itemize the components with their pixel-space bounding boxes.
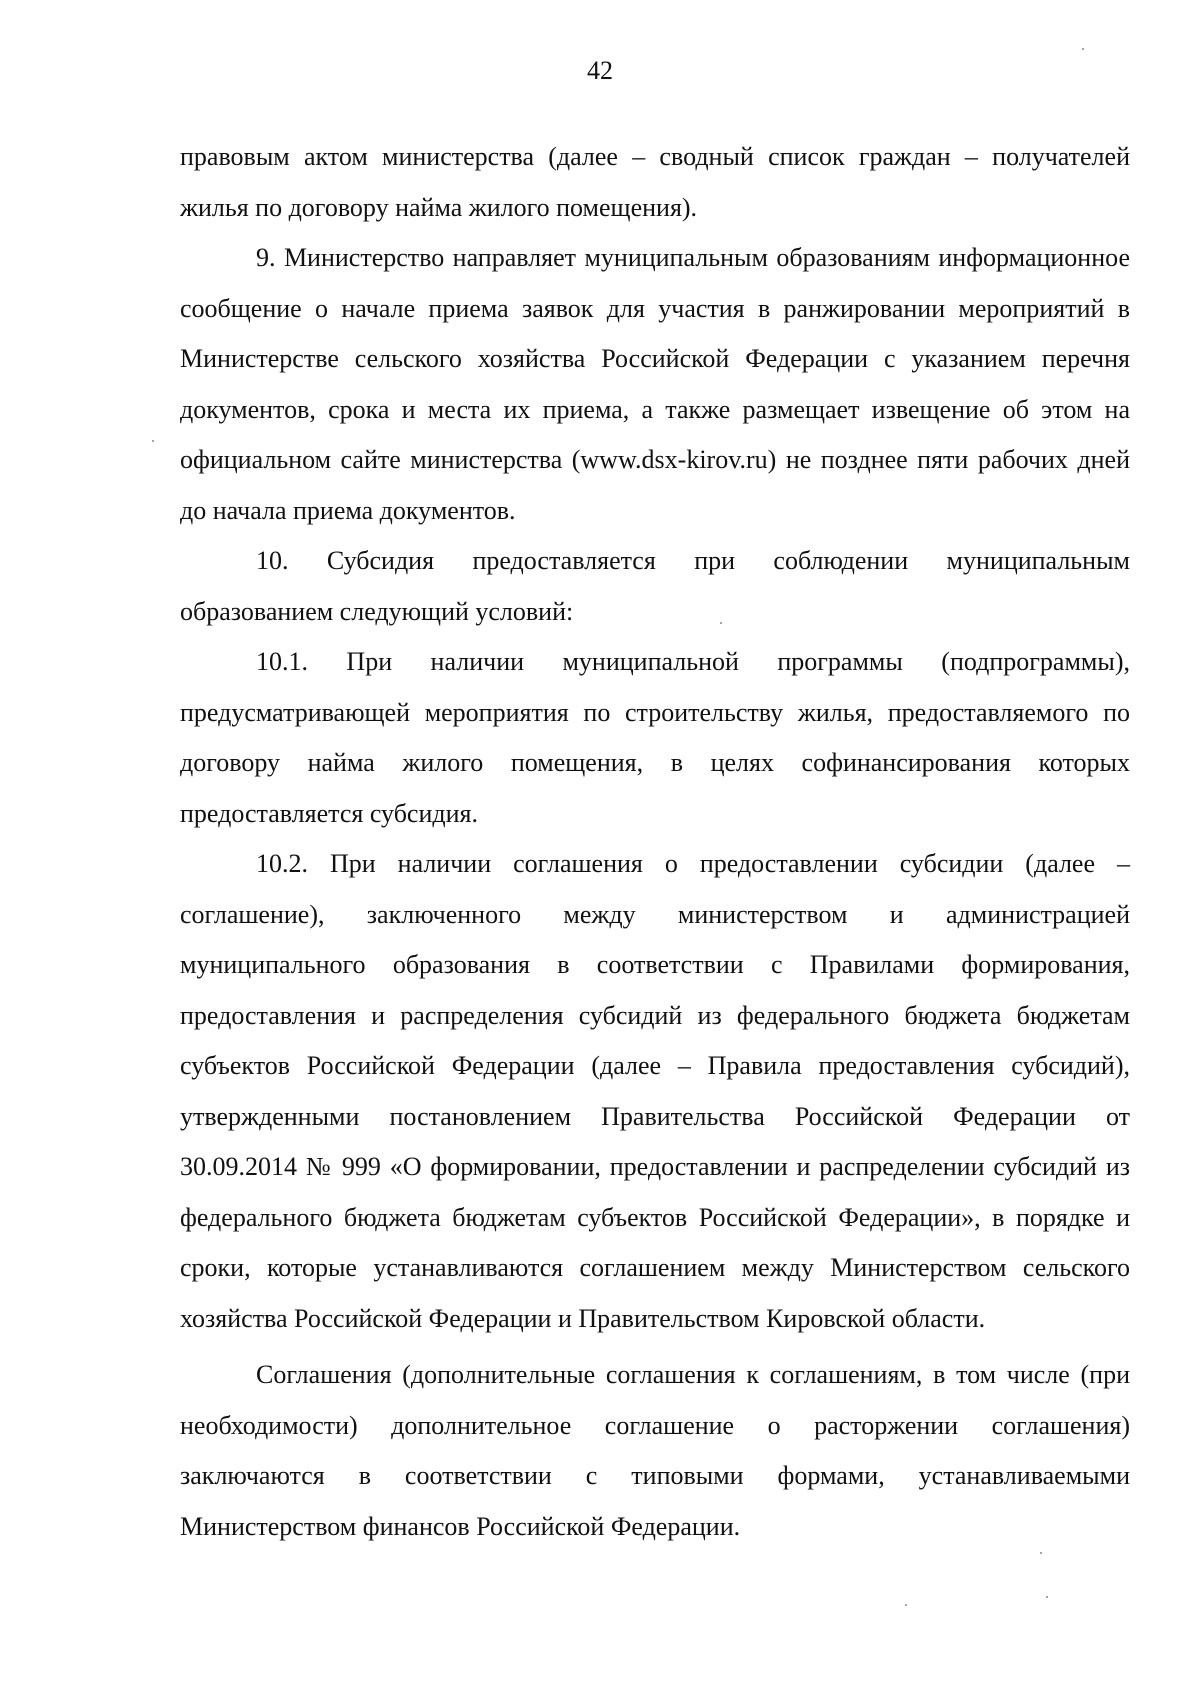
scan-speck xyxy=(1040,1552,1042,1554)
paragraph-agreements: Соглашения (дополнительные соглашения к соглашениям, в том числе (при необходимости) дополнительное соглашение о расторжении соглашения) заключаются в соответствии с типовыми формами, устанавливаемыми Министерством финансов Российской Федерации. xyxy=(180,1360,1130,1541)
paragraph-continuation: правовым актом министерства (далее – сводный список граждан – получателей жилья по договору найма жилого помещения). xyxy=(180,142,1130,222)
paragraph-9: 9. Министерство направляет муниципальным образованиям информационное сообщение о начале приема заявок для участия в ранжировании мероприятий в Министерстве сельского хозяйства Российской Федерации с указанием перечня документов, срока и места их приема, а также размещает извещение об этом на официальном сайте министерства (www.dsx-kirov.ru) не позднее пяти рабочих дней до начала приема документов. xyxy=(180,243,1130,525)
paragraph-10-1: 10.1. При наличии муниципальной программы (подпрограммы), предусматривающей мероприятия по строительству жилья, предоставляемого по договору найма жилого помещения, в целях софинансирования которых предоставляется субсидия. xyxy=(180,647,1130,828)
document-body xyxy=(180,132,1130,1552)
scan-speck xyxy=(152,440,154,442)
scan-speck xyxy=(905,1604,907,1606)
scan-speck xyxy=(1046,1596,1048,1598)
scan-speck xyxy=(720,622,722,624)
paragraph-10: 10. Субсидия предоставляется при соблюдении муниципальным образованием следующий условий: xyxy=(180,546,1130,626)
scan-speck xyxy=(1082,48,1084,50)
paragraph-10-2: 10.2. При наличии соглашения о предоставлении субсидии (далее – соглашение), заключенного между министерством и администрацией муниципального образования в соответствии с Правилами формирования, предоставления и распределения субсидий из федерального бюджета бюджетам субъектов Российской Федерации (далее – Правила предоставления субсидий), утвержденными постановлением Правительства Российской Федерации от 30.09.2014 № 999 «О формировании, предоставлении и распределении субсидий из федерального бюджета бюджетам субъектов Российской Федерации», в порядке и сроки, которые устанавливаются соглашением между Министерством сельского хозяйства Российской Федерации и Правительством Кировской области. xyxy=(180,849,1130,1333)
page-number: 42 xyxy=(587,56,613,85)
